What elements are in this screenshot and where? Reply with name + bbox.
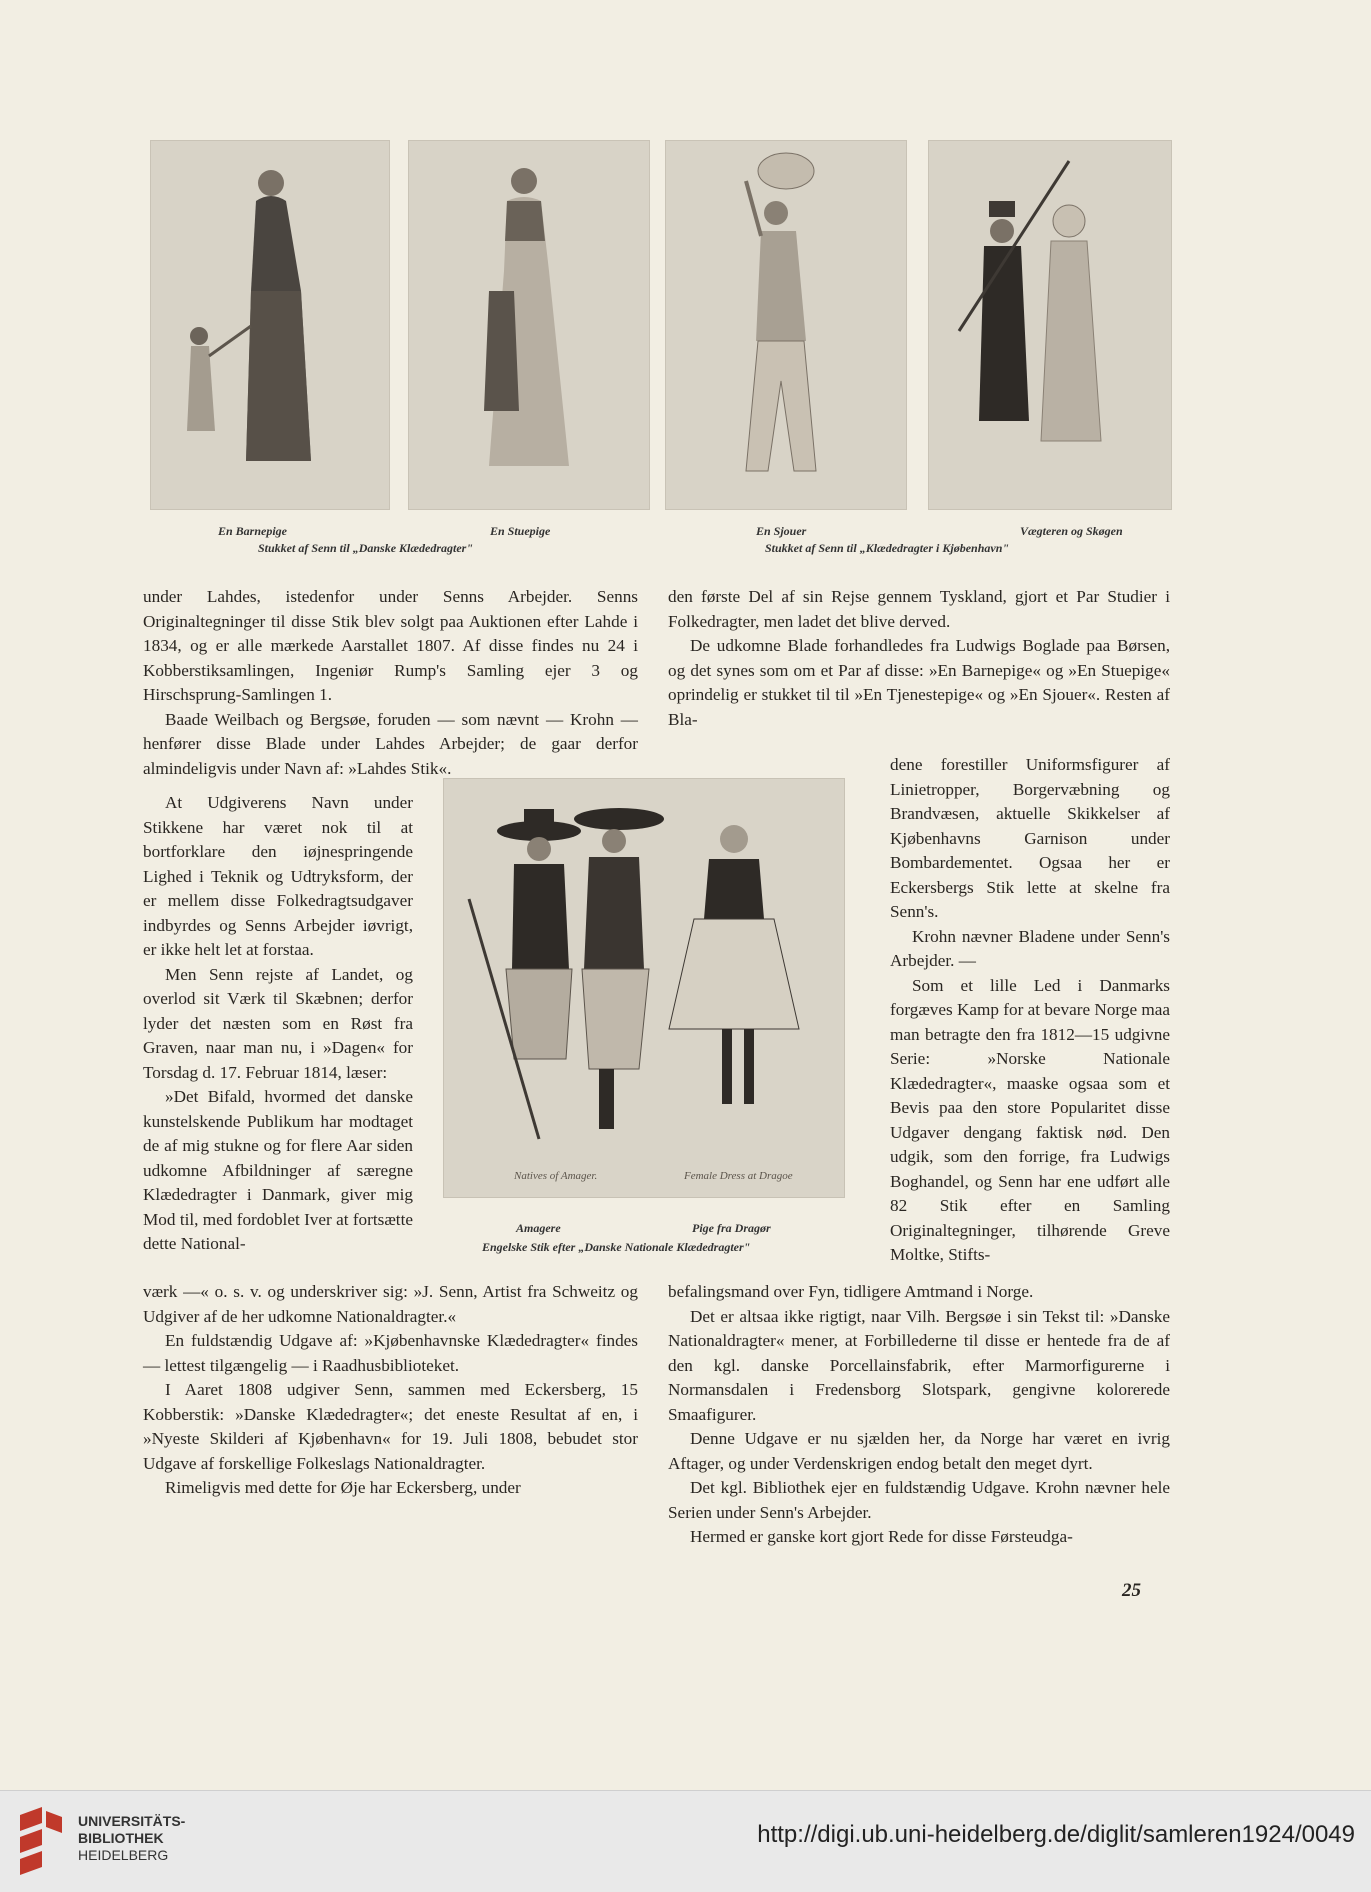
engraving-barnepige [151,141,389,509]
caption-barnepige: En Barnepige [218,524,288,538]
paragraph: Som et lille Led i Danmarks forgæves Kamp for at bevare Norge maa man betragte den fra 1812—15 udgivne Serie: »Norske Nationale Klædedragter«, maaske ogsaa som et Bevis paa den store Popularitet disse Udgaver dengang faktisk nød. Den udgik, som den forrige, fra Ludwigs Boghandel, og Senn har ene udført alle 82 Stik efter en Samling Originaltegninger, tilhørende Greve Moltke, Stifts- [890,975,1170,1264]
caption-middle-source: Engelske Stik efter „Danske Nationale Klædedragter" [482,1240,751,1254]
caption-stuepige: En Stuepige [490,524,551,538]
library-name[interactable] [78,1813,185,1864]
caption-pige-dragor: Pige fra Dragør [692,1221,771,1235]
paragraph: Det er altsaa ikke rigtigt, naar Vilh. Bergsøe i sin Tekst til: »Danske Nationaldragter« mener, at Forbillederne til disse er hentede fra de af den kgl. danske Porcellainsfabrik, efter Marmorfigurerne i Normansdalen i Fredensborg Slotspark, gengivne kolorerede Smaafigurer. [668,1306,1170,1424]
engraving-sjouer [666,141,906,509]
caption-source-left: Stukket af Senn til „Danske Klædedragter" [258,541,474,555]
paragraph: under Lahdes, istedenfor under Senns Arbejder. Senns Originaltegninger til disse Stik blev solgt paa Auktionen efter Lahde i 1834, og er alle mærkede Aarstallet 1807. Af disse findes nu 24 i Kobberstiksamlingen, Ingeniør Rump's Samling ejer 3 og Hirschsprung-Samlingen 1. [143,587,638,704]
paragraph: En fuldstændig Udgave af: »Kjøbenhavnske Klædedragter« findes — lettest tilgængelig — i Raadhusbiblioteket. [143,1331,638,1375]
paragraph: Krohn nævner Bladene under Senn's Arbejder. — [890,926,1170,970]
paragraph: Det kgl. Bibliothek ejer en fuldstændig Udgave. Krohn nævner hele Serien under Senn's Arbejder. [668,1478,1170,1522]
library-line-2: BIBLIOTHEK [78,1830,164,1846]
plate-label-right: Female Dress at Dragoe [684,1170,793,1182]
caption-sjouer: En Sjouer [756,524,807,538]
university-library-logo-icon[interactable] [12,1805,70,1875]
plate-label-left: Natives of Amager. [514,1170,598,1182]
column-1-bottom [143,1280,638,1501]
paragraph: De udkomne Blade forhandledes fra Ludwigs Boglade paa Børsen, og det synes som om et Par af disse: »En Barnepige« og »En Stuepige« oprindelig er stukket til til »En Tjenestepige« og »En Sjouer«. Resten af Bla- [668,636,1170,729]
figure-stuepige [408,140,650,510]
library-line-1: UNIVERSITÄTS- [78,1813,186,1829]
figure-sjouer [665,140,907,510]
column-1-narrow [143,791,413,1257]
page-number: 25 [1122,1580,1141,1601]
paragraph: At Udgiverens Navn under Stikkene har været nok til at bortforklare den iøjnespringende Lighed i Teknik og Udtryksform, der er mellem disse Folkedragtsudgaver indbyrdes og Senns Arbejder iøvrigt, er ikke helt let at forstaa. [143,793,413,959]
paragraph: befalingsmand over Fyn, tidligere Amtmand i Norge. [668,1282,1034,1301]
paragraph: den første Del af sin Rejse gennem Tyskland, gjort et Par Studier i Folkedragter, men ladet det blive derved. [668,587,1170,631]
caption-amagere: Amagere [516,1221,561,1235]
figure-vaegteren [928,140,1172,510]
column-2-narrow [890,753,1170,1268]
paragraph: »Det Bifald, hvormed det danske kunstelskende Publikum har modtaget de af mig stukne og for flere Aar siden udkomne Afbildninger af særegne Klædedragter i Danmark, giver mig Mod til, med fordoblet Iver at fortsætte dette National- [143,1087,413,1253]
engraving-vaegteren-skogen [929,141,1171,509]
column-2-top [668,585,1170,732]
paragraph: dene forestiller Uniformsfigurer af Linietropper, Borgervæbning og Brandvæsen, aktuelle Skikkelser af Kjøbenhavns Garnison under Bombardementet. Ogsaa her er Eckersbergs Stik lette at skelne fra Senn's. [890,755,1170,921]
figure-amagere-dragor [443,778,845,1198]
engraving-amagere [444,779,844,1197]
engraving-stuepige [409,141,649,509]
permalink-url[interactable]: http://digi.ub.uni-heidelberg.de/diglit/samleren1924/0049 [757,1821,1355,1848]
paragraph: Rimeligvis med dette for Øje har Eckersberg, under [165,1478,521,1497]
paragraph: I Aaret 1808 udgiver Senn, sammen med Eckersberg, 15 Kobberstik: »Danske Klædedragter«; det eneste Resultat af en, i »Nyeste Skilderi af Kjøbenhavn« for 19. Juli 1808, bebudet stor Udgave af forskellige Folkeslags Nationaldragter. [143,1380,638,1473]
figure-barnepige [150,140,390,510]
caption-source-right: Stukket af Senn til „Klædedragter i Kjøbenhavn" [765,541,1010,555]
column-2-bottom [668,1280,1170,1550]
caption-vaegteren: Vægteren og Skøgen [1020,524,1123,538]
footer-bar [0,1790,1371,1892]
column-1-top [143,585,638,781]
library-line-3: HEIDELBERG [78,1847,169,1863]
paragraph: Men Senn rejste af Landet, og overlod sit Værk til Skæbnen; derfor lyder det næsten som en Røst fra Graven, naar man nu, i »Dagen« for Torsdag d. 17. Februar 1814, læser: [143,964,413,1082]
paragraph: Denne Udgave er nu sjælden her, da Norge har været en ivrig Aftager, og under Verdenskrigen endog betalt den meget dyrt. [668,1429,1170,1473]
paragraph: Hermed er ganske kort gjort Rede for disse Førsteudga- [690,1527,1073,1546]
paragraph: værk —« o. s. v. og underskriver sig: »J. Senn, Artist fra Schweitz og Udgiver af de her udkomne Nationaldragter.« [143,1282,638,1326]
paragraph: Baade Weilbach og Bergsøe, foruden — som nævnt — Krohn — henfører disse Blade under Lahdes Arbejder; de gaar derfor almindeligvis under Navn af: »Lahdes Stik«. [143,709,638,778]
